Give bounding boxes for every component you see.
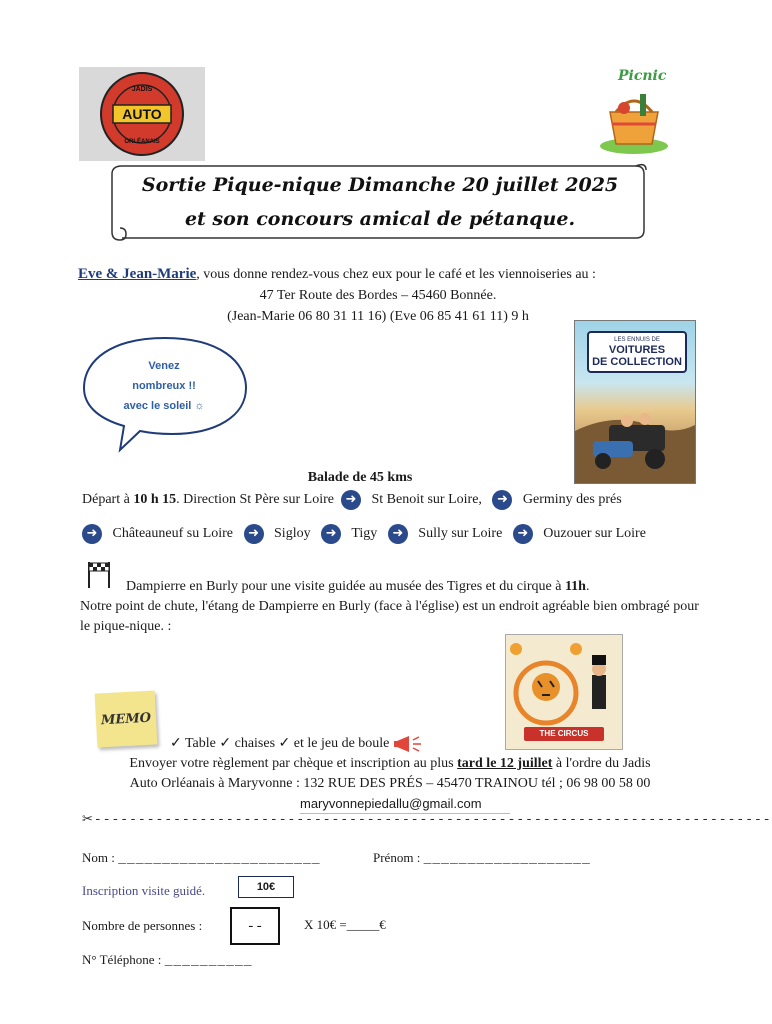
host-phones: (Jean-Marie 06 80 31 11 16) (Eve 06 85 41 61 11) 9 h: [227, 309, 529, 324]
start-time: 10 h 15: [133, 492, 177, 508]
start-prefix: Départ à: [82, 492, 134, 508]
club-logo-center: AUTO: [122, 106, 162, 122]
bubble-line2: nombreux !!: [132, 380, 196, 392]
persons-label: Nombre de personnes :: [82, 918, 203, 933]
visit-time: 11h: [564, 579, 586, 594]
event-title-line1: Sortie Pique-nique Dimanche 20 juillet 2025: [141, 174, 619, 196]
nom-field[interactable]: _______________________: [118, 851, 321, 866]
firstname-row: [373, 849, 591, 868]
arrow-right-icon: ➜: [388, 524, 408, 544]
payment-deadline: tard le 12 juillet: [457, 756, 553, 771]
vintage-car-icon: [575, 391, 695, 483]
memo-label: MEMO: [100, 710, 152, 728]
total-calculation: X 10€ =_____€: [304, 917, 386, 932]
persons-field[interactable]: --: [230, 907, 280, 945]
arrow-right-icon: ➜: [321, 524, 341, 544]
route-stop: St Benoit sur Loire,: [371, 492, 482, 508]
route-stop: Germiny des prés: [522, 492, 622, 508]
bring-list: [170, 734, 470, 754]
arrow-right-icon: ➜: [513, 524, 533, 544]
visit-paragraph: [80, 577, 700, 637]
route-stop: Ouzouer sur Loire: [543, 526, 646, 542]
phone-label: N° Téléphone :: [82, 952, 162, 967]
phone-row: [82, 951, 253, 970]
start-suffix: . Direction St Père sur Loire: [176, 492, 334, 508]
circus-label: THE CIRCUS: [524, 727, 604, 741]
meeting-address: 47 Ter Route des Bordes – 45460 Bonnée.: [259, 288, 497, 303]
route-stop: Châteauneuf su Loire: [112, 526, 234, 542]
prenom-field[interactable]: ___________________: [423, 851, 591, 866]
vintage-car-poster: [574, 320, 696, 484]
payment-instructions: [80, 754, 700, 794]
visit-text: Dampierre en Burly pour une visite guidée au musée des Tigres et du cirque à: [126, 579, 565, 594]
route-line-1: [82, 490, 702, 510]
club-logo: [79, 67, 205, 161]
cut-dashes: -----------------------------------------------------------------------------: [93, 812, 772, 827]
route-stop: Tigy: [351, 526, 378, 542]
picnic-illustration: [590, 62, 670, 157]
bring-items: ✓ Table ✓ chaises ✓ et le jeu de boule: [170, 736, 390, 751]
prenom-label: Prénom :: [373, 850, 421, 865]
scissors-icon: ✂: [82, 812, 94, 827]
picnic-word: Picnic: [618, 68, 667, 84]
guided-visit-price: 10€: [238, 876, 294, 898]
intro-text: , vous donne rendez-vous chez eux pour le café et les viennoiseries au :: [196, 267, 596, 282]
cut-line: [82, 812, 772, 827]
nom-label: Nom :: [82, 850, 115, 865]
picnic-basket-icon: [590, 62, 670, 157]
megaphone-icon: [393, 735, 423, 753]
poster-title-line1: VOITURES: [608, 344, 666, 356]
payment-address: Auto Orléanais à Maryvonne : 132 RUE DES PRÉS – 45470 TRAINOU tél ; 06 98 00 58 00: [129, 776, 651, 791]
intro-paragraph: [78, 264, 678, 327]
route-line-2: [82, 524, 702, 544]
poster-title-line2: DE COLLECTION: [592, 356, 682, 368]
arrow-right-icon: ➜: [82, 524, 102, 544]
route-stop: Sully sur Loire: [418, 526, 503, 542]
payment-line1-pre: Envoyer votre règlement par chèque et inscription au plus: [129, 756, 458, 771]
visit-end: .: [585, 579, 590, 594]
hosts-name: Eve & Jean-Marie: [78, 266, 197, 282]
club-logo-emblem: [99, 71, 185, 157]
ride-title: Balade de 45 kms: [307, 470, 413, 485]
phone-field[interactable]: __________: [164, 953, 253, 968]
memo-note: [95, 690, 158, 747]
payment-line1-post: à l'ordre du Jadis: [552, 756, 651, 771]
route-stop: Sigloy: [274, 526, 311, 542]
name-row: [82, 849, 321, 868]
club-logo-top: JADIS: [131, 86, 153, 93]
arrow-right-icon: ➜: [341, 490, 361, 510]
bubble-line3: avec le soleil ☼: [123, 400, 205, 412]
contact-email: maryvonnepiedallu@gmail.com: [300, 796, 510, 814]
event-title: [130, 168, 630, 236]
meeting-point-text: Notre point de chute, l'étang de Dampierre en Burly (face à l'église) est un endroit agréable bien ombragé pour le pique-nique. :: [80, 599, 699, 634]
bubble-text: [102, 356, 226, 416]
poster-top: LES ENNUIS DE: [614, 337, 660, 343]
poster-title: [587, 331, 687, 373]
event-title-line2: et son concours amical de pétanque.: [184, 208, 576, 230]
arrow-right-icon: ➜: [244, 524, 264, 544]
guided-visit-label: Inscription visite guidé.: [82, 883, 206, 898]
circus-picture: [505, 634, 623, 750]
club-logo-bottom: ORLÉANAIS: [124, 139, 160, 145]
arrow-right-icon: ➜: [492, 490, 512, 510]
bubble-line1: Venez: [148, 360, 180, 372]
